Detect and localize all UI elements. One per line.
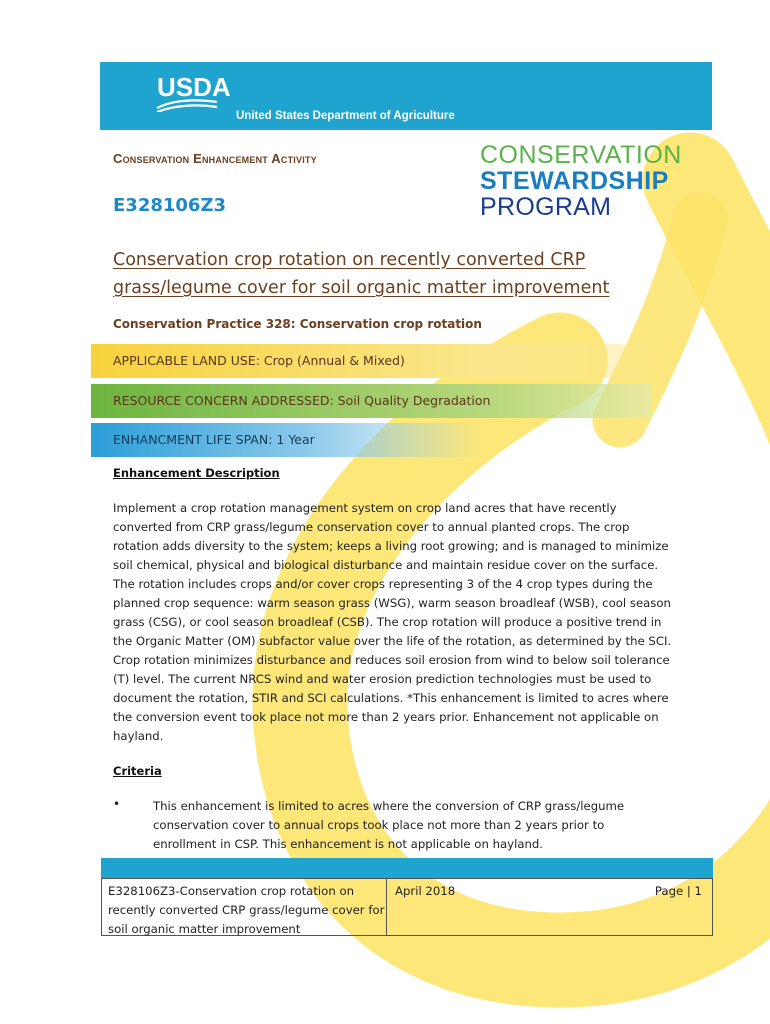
description-body: Implement a crop rotation management system on crop land acres that have recently converted from CRP grass/legume conservation cover to annual planted crops. The crop rotation adds diversity to the system; keeps a living root growing; and is managed to minimize soil chemical, physical and biological disturbance and maintain residue cover on the surface. The rotation includes crops and/or cover crops representing 3 of the 4 crop types during the planned crop sequence: warm season grass (WSG), warm season broadleaf (WSB), cool season grass (CSG), or cool season broadleaf (CSB). The crop rotation will produce a positive trend in the Organic Matter (OM) subfactor value over the life of the rotation, as determined by the SCI. Crop rotation minimizes disturbance and reduces soil erosion from wind to below soil tolerance (T) level. The current NRCS wind and water erosion prediction technologies must be used to document the rotation, STIR and SCI calculations. *This enhancement is limited to acres where the conversion event took place not more than 2 years prior. Enhancement not applicable on hayland. (113, 501, 672, 743)
land-use-bar: APPLICABLE LAND USE: Crop (Annual & Mixed) (91, 344, 647, 378)
csp-logo (480, 143, 682, 220)
footer-date: April 2018 (395, 884, 456, 898)
life-span-bar: ENHANCMENT LIFE SPAN: 1 Year (91, 423, 481, 457)
enhancement-code: E328106Z3 (113, 195, 227, 216)
criteria-heading: Criteria (113, 764, 162, 778)
conservation-practice: Conservation Practice 328: Conservation crop rotation (113, 317, 482, 331)
footer-page-number: Page | 1 (654, 884, 702, 898)
csp-logo-line1: CONSERVATION (480, 141, 682, 169)
footer-bar (101, 858, 713, 878)
description-heading: Enhancement Description (113, 466, 280, 480)
csp-logo-line3: PROGRAM (480, 193, 612, 221)
usda-banner (100, 62, 712, 130)
department-name: United States Department of Agriculture (236, 110, 455, 122)
footer-doc-ref: E328106Z3-Conservation crop rotation on recently converted CRP grass/legume cover for soil organic matter improvement (108, 884, 385, 936)
document-title: Conservation crop rotation on recently converted CRP grass/legume cover for soil organic matter improvement (113, 250, 610, 298)
resource-concern-bar: RESOURCE CONCERN ADDRESSED: Soil Quality Degradation (91, 384, 651, 418)
footer-divider (386, 879, 387, 935)
footer-table (101, 878, 713, 936)
activity-label: Conservation Enhancement Activity (113, 151, 317, 166)
usda-logo-text: USDA (157, 72, 231, 102)
csp-logo-line2: STEWARDSHIP (480, 167, 669, 195)
bullet-icon: • (113, 797, 121, 811)
criteria-text: This enhancement is limited to acres where the conversion of CRP grass/legume conservation cover to annual crops took place not more than 2 years prior to enrollment in CSP. This enhancement is not applicable on hayland. (153, 799, 625, 851)
